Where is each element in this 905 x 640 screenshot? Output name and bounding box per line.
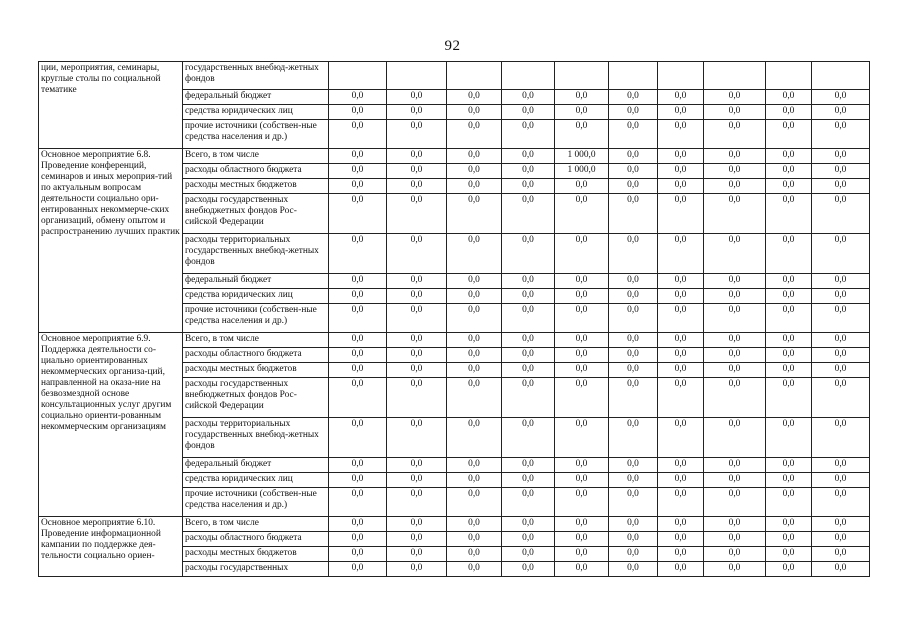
value-cell: 0,0 <box>502 348 555 363</box>
value-cell: 0,0 <box>609 234 658 274</box>
funding-source-cell: прочие источники (собствен-ные средства населения и др.) <box>183 120 329 149</box>
funding-source-cell: федеральный бюджет <box>183 90 329 105</box>
value-cell <box>609 62 658 90</box>
value-cell: 0,0 <box>387 517 447 532</box>
value-cell: 0,0 <box>502 120 555 149</box>
value-cell: 0,0 <box>502 418 555 458</box>
value-cell: 0,0 <box>812 234 870 274</box>
value-cell: 0,0 <box>387 179 447 194</box>
value-cell: 0,0 <box>812 517 870 532</box>
value-cell: 0,0 <box>704 105 766 120</box>
funding-source-cell: расходы местных бюджетов <box>183 547 329 562</box>
value-cell: 0,0 <box>609 120 658 149</box>
value-cell: 0,0 <box>555 289 609 304</box>
event-title-cell: Основное мероприятие 6.8. Проведение конференций, семинаров и иных мероприя-тий по актуальным вопросам деятельности социально ори-ентированных некоммерче-ских организаций, обмену опытом и распространению лучших практик <box>39 149 183 333</box>
value-cell: 0,0 <box>812 274 870 289</box>
value-cell: 0,0 <box>658 458 704 473</box>
value-cell: 0,0 <box>502 458 555 473</box>
value-cell: 0,0 <box>387 363 447 378</box>
value-cell: 0,0 <box>658 274 704 289</box>
funding-source-cell: расходы местных бюджетов <box>183 363 329 378</box>
value-cell: 0,0 <box>704 289 766 304</box>
value-cell: 0,0 <box>329 488 387 517</box>
value-cell: 0,0 <box>766 418 812 458</box>
value-cell: 1 000,0 <box>555 164 609 179</box>
value-cell: 0,0 <box>609 105 658 120</box>
value-cell <box>329 62 387 90</box>
value-cell: 0,0 <box>447 194 502 234</box>
value-cell: 0,0 <box>766 234 812 274</box>
value-cell: 0,0 <box>502 378 555 418</box>
value-cell: 0,0 <box>447 458 502 473</box>
value-cell: 0,0 <box>329 517 387 532</box>
value-cell: 0,0 <box>812 120 870 149</box>
value-cell: 0,0 <box>447 149 502 164</box>
value-cell: 0,0 <box>555 333 609 348</box>
value-cell: 0,0 <box>502 234 555 274</box>
value-cell: 0,0 <box>766 333 812 348</box>
value-cell: 0,0 <box>609 149 658 164</box>
value-cell: 0,0 <box>555 363 609 378</box>
value-cell: 0,0 <box>329 532 387 547</box>
value-cell: 0,0 <box>704 517 766 532</box>
value-cell: 0,0 <box>387 234 447 274</box>
value-cell: 0,0 <box>387 378 447 418</box>
value-cell: 0,0 <box>812 333 870 348</box>
value-cell: 0,0 <box>329 164 387 179</box>
value-cell: 0,0 <box>447 532 502 547</box>
value-cell: 0,0 <box>387 105 447 120</box>
value-cell: 0,0 <box>555 532 609 547</box>
value-cell: 0,0 <box>609 289 658 304</box>
value-cell: 0,0 <box>329 289 387 304</box>
value-cell: 0,0 <box>447 562 502 577</box>
value-cell <box>555 62 609 90</box>
funding-source-cell: расходы областного бюджета <box>183 164 329 179</box>
value-cell: 0,0 <box>658 179 704 194</box>
value-cell: 0,0 <box>329 547 387 562</box>
value-cell: 0,0 <box>658 164 704 179</box>
value-cell: 0,0 <box>704 532 766 547</box>
funding-source-cell: Всего, в том числе <box>183 517 329 532</box>
value-cell: 0,0 <box>609 90 658 105</box>
value-cell: 0,0 <box>555 179 609 194</box>
value-cell: 0,0 <box>704 120 766 149</box>
value-cell: 0,0 <box>658 418 704 458</box>
value-cell: 0,0 <box>658 517 704 532</box>
value-cell: 0,0 <box>658 289 704 304</box>
value-cell: 0,0 <box>812 418 870 458</box>
funding-source-cell: расходы государственных внебюджетных фондов Рос-сийской Федерации <box>183 194 329 234</box>
value-cell: 0,0 <box>329 120 387 149</box>
value-cell: 0,0 <box>704 179 766 194</box>
value-cell: 0,0 <box>766 517 812 532</box>
value-cell: 0,0 <box>387 562 447 577</box>
value-cell: 0,0 <box>812 363 870 378</box>
value-cell: 0,0 <box>609 348 658 363</box>
value-cell: 0,0 <box>812 289 870 304</box>
value-cell: 0,0 <box>447 363 502 378</box>
value-cell: 0,0 <box>658 304 704 333</box>
value-cell: 0,0 <box>812 547 870 562</box>
value-cell: 0,0 <box>387 289 447 304</box>
value-cell <box>812 62 870 90</box>
value-cell: 0,0 <box>766 274 812 289</box>
value-cell: 0,0 <box>704 90 766 105</box>
value-cell: 0,0 <box>609 274 658 289</box>
value-cell: 0,0 <box>609 333 658 348</box>
funding-source-cell: расходы территориальных государственных внебюд-жетных фондов <box>183 418 329 458</box>
value-cell: 0,0 <box>658 363 704 378</box>
value-cell: 0,0 <box>609 179 658 194</box>
value-cell: 0,0 <box>447 488 502 517</box>
value-cell: 0,0 <box>812 488 870 517</box>
value-cell: 0,0 <box>387 149 447 164</box>
value-cell: 0,0 <box>766 532 812 547</box>
value-cell: 0,0 <box>766 149 812 164</box>
value-cell: 0,0 <box>329 378 387 418</box>
value-cell: 0,0 <box>447 517 502 532</box>
value-cell: 0,0 <box>555 458 609 473</box>
value-cell: 0,0 <box>502 179 555 194</box>
value-cell: 0,0 <box>502 532 555 547</box>
funding-source-cell: расходы государственных <box>183 562 329 577</box>
value-cell: 0,0 <box>502 105 555 120</box>
value-cell: 0,0 <box>555 488 609 517</box>
value-cell: 0,0 <box>704 458 766 473</box>
value-cell: 0,0 <box>658 234 704 274</box>
value-cell: 0,0 <box>704 234 766 274</box>
value-cell: 0,0 <box>387 458 447 473</box>
funding-source-cell: средства юридических лиц <box>183 105 329 120</box>
value-cell: 0,0 <box>609 517 658 532</box>
value-cell <box>447 62 502 90</box>
value-cell <box>704 62 766 90</box>
value-cell: 0,0 <box>609 547 658 562</box>
value-cell: 0,0 <box>329 234 387 274</box>
funding-source-cell: расходы областного бюджета <box>183 532 329 547</box>
value-cell: 0,0 <box>658 348 704 363</box>
value-cell: 0,0 <box>387 532 447 547</box>
table-row <box>39 149 870 164</box>
value-cell: 0,0 <box>555 473 609 488</box>
value-cell: 0,0 <box>555 562 609 577</box>
value-cell <box>387 62 447 90</box>
value-cell: 0,0 <box>658 120 704 149</box>
value-cell: 0,0 <box>658 488 704 517</box>
value-cell: 0,0 <box>812 90 870 105</box>
value-cell: 0,0 <box>704 363 766 378</box>
value-cell: 0,0 <box>658 333 704 348</box>
value-cell: 0,0 <box>609 164 658 179</box>
value-cell: 0,0 <box>812 149 870 164</box>
value-cell: 0,0 <box>447 547 502 562</box>
table-row <box>39 333 870 348</box>
value-cell: 0,0 <box>704 194 766 234</box>
value-cell: 0,0 <box>812 304 870 333</box>
value-cell: 0,0 <box>387 304 447 333</box>
value-cell: 0,0 <box>447 274 502 289</box>
value-cell: 0,0 <box>447 179 502 194</box>
value-cell <box>766 62 812 90</box>
value-cell: 0,0 <box>812 532 870 547</box>
value-cell: 0,0 <box>502 90 555 105</box>
value-cell: 0,0 <box>766 562 812 577</box>
value-cell: 0,0 <box>658 105 704 120</box>
value-cell: 0,0 <box>704 149 766 164</box>
value-cell: 0,0 <box>329 418 387 458</box>
value-cell: 0,0 <box>387 90 447 105</box>
funding-source-cell: средства юридических лиц <box>183 289 329 304</box>
value-cell: 0,0 <box>812 348 870 363</box>
page-number: 92 <box>444 38 461 54</box>
value-cell: 0,0 <box>658 194 704 234</box>
table-row <box>39 517 870 532</box>
value-cell: 0,0 <box>387 473 447 488</box>
value-cell: 0,0 <box>555 274 609 289</box>
value-cell: 0,0 <box>447 90 502 105</box>
value-cell: 0,0 <box>609 194 658 234</box>
event-title-cell: Основное мероприятие 6.9. Поддержка деятельности со-циально ориентированных некоммерческих организа-ций, направленной на оказа-ние на безвозмездной основе консультационных услуг другим социально ориенти-рованным некоммерческим организациям <box>39 333 183 517</box>
value-cell: 0,0 <box>387 194 447 234</box>
value-cell: 0,0 <box>447 348 502 363</box>
value-cell: 0,0 <box>502 194 555 234</box>
value-cell: 0,0 <box>704 547 766 562</box>
value-cell: 0,0 <box>329 90 387 105</box>
value-cell: 0,0 <box>329 562 387 577</box>
budget-table <box>38 61 870 577</box>
value-cell: 0,0 <box>329 149 387 164</box>
event-title-cell: ции, мероприятия, семинары, круглые столы по социальной тематике <box>39 62 183 149</box>
value-cell: 0,0 <box>704 348 766 363</box>
value-cell: 0,0 <box>502 517 555 532</box>
value-cell: 0,0 <box>766 164 812 179</box>
value-cell: 0,0 <box>812 105 870 120</box>
value-cell: 0,0 <box>447 304 502 333</box>
value-cell: 0,0 <box>555 418 609 458</box>
value-cell: 0,0 <box>766 289 812 304</box>
value-cell: 0,0 <box>447 333 502 348</box>
value-cell: 0,0 <box>502 562 555 577</box>
funding-source-cell: расходы государственных внебюджетных фондов Рос-сийской Федерации <box>183 378 329 418</box>
value-cell: 0,0 <box>609 363 658 378</box>
value-cell: 0,0 <box>812 179 870 194</box>
value-cell: 0,0 <box>555 378 609 418</box>
value-cell: 0,0 <box>766 120 812 149</box>
value-cell: 0,0 <box>704 274 766 289</box>
value-cell: 0,0 <box>502 289 555 304</box>
value-cell: 0,0 <box>766 473 812 488</box>
value-cell: 0,0 <box>502 473 555 488</box>
value-cell: 0,0 <box>812 378 870 418</box>
value-cell: 0,0 <box>447 120 502 149</box>
value-cell: 0,0 <box>609 418 658 458</box>
value-cell: 0,0 <box>447 164 502 179</box>
funding-source-cell: Всего, в том числе <box>183 333 329 348</box>
value-cell: 0,0 <box>502 304 555 333</box>
value-cell: 0,0 <box>447 289 502 304</box>
value-cell: 0,0 <box>766 488 812 517</box>
value-cell: 0,0 <box>387 418 447 458</box>
value-cell: 0,0 <box>329 304 387 333</box>
value-cell: 0,0 <box>766 348 812 363</box>
value-cell: 0,0 <box>609 473 658 488</box>
value-cell: 0,0 <box>609 488 658 517</box>
value-cell: 0,0 <box>555 194 609 234</box>
value-cell: 0,0 <box>329 194 387 234</box>
value-cell: 0,0 <box>766 458 812 473</box>
value-cell: 0,0 <box>502 488 555 517</box>
value-cell: 0,0 <box>766 304 812 333</box>
value-cell: 0,0 <box>658 149 704 164</box>
value-cell: 0,0 <box>812 473 870 488</box>
value-cell: 0,0 <box>387 164 447 179</box>
value-cell: 0,0 <box>555 517 609 532</box>
value-cell: 0,0 <box>502 547 555 562</box>
value-cell: 0,0 <box>555 120 609 149</box>
funding-source-cell: расходы областного бюджета <box>183 348 329 363</box>
value-cell: 0,0 <box>502 333 555 348</box>
value-cell: 0,0 <box>704 488 766 517</box>
value-cell: 0,0 <box>329 348 387 363</box>
funding-source-cell: прочие источники (собствен-ные средства населения и др.) <box>183 488 329 517</box>
value-cell: 0,0 <box>502 363 555 378</box>
funding-source-cell: федеральный бюджет <box>183 274 329 289</box>
value-cell: 0,0 <box>704 304 766 333</box>
value-cell: 0,0 <box>658 547 704 562</box>
value-cell: 0,0 <box>704 164 766 179</box>
value-cell: 0,0 <box>387 333 447 348</box>
value-cell: 0,0 <box>447 473 502 488</box>
value-cell: 0,0 <box>766 194 812 234</box>
value-cell: 0,0 <box>704 378 766 418</box>
value-cell: 0,0 <box>555 348 609 363</box>
funding-source-cell: расходы местных бюджетов <box>183 179 329 194</box>
value-cell: 0,0 <box>658 90 704 105</box>
event-title-cell: Основное мероприятие 6.10. Проведение информационной кампании по поддержке дея-тельности социально ориен- <box>39 517 183 577</box>
value-cell: 0,0 <box>387 348 447 363</box>
value-cell: 0,0 <box>502 274 555 289</box>
funding-source-cell: федеральный бюджет <box>183 458 329 473</box>
value-cell: 0,0 <box>704 562 766 577</box>
value-cell: 0,0 <box>387 488 447 517</box>
value-cell: 0,0 <box>766 105 812 120</box>
value-cell: 0,0 <box>329 473 387 488</box>
value-cell: 0,0 <box>555 234 609 274</box>
value-cell: 0,0 <box>447 378 502 418</box>
funding-source-cell: расходы территориальных государственных внебюд-жетных фондов <box>183 234 329 274</box>
value-cell: 0,0 <box>812 458 870 473</box>
value-cell: 0,0 <box>502 149 555 164</box>
value-cell: 0,0 <box>609 532 658 547</box>
funding-source-cell: государственных внебюд-жетных фондов <box>183 62 329 90</box>
value-cell: 1 000,0 <box>555 149 609 164</box>
value-cell: 0,0 <box>555 90 609 105</box>
value-cell: 0,0 <box>329 458 387 473</box>
value-cell: 0,0 <box>812 164 870 179</box>
value-cell: 0,0 <box>609 304 658 333</box>
value-cell: 0,0 <box>555 304 609 333</box>
value-cell: 0,0 <box>704 418 766 458</box>
value-cell: 0,0 <box>766 378 812 418</box>
value-cell: 0,0 <box>329 363 387 378</box>
value-cell: 0,0 <box>609 458 658 473</box>
value-cell: 0,0 <box>329 105 387 120</box>
value-cell: 0,0 <box>766 363 812 378</box>
value-cell: 0,0 <box>447 105 502 120</box>
value-cell: 0,0 <box>766 547 812 562</box>
value-cell: 0,0 <box>766 90 812 105</box>
value-cell: 0,0 <box>387 274 447 289</box>
value-cell: 0,0 <box>555 105 609 120</box>
funding-source-cell: прочие источники (собствен-ные средства населения и др.) <box>183 304 329 333</box>
funding-source-cell: средства юридических лиц <box>183 473 329 488</box>
funding-source-cell: Всего, в том числе <box>183 149 329 164</box>
value-cell: 0,0 <box>502 164 555 179</box>
value-cell: 0,0 <box>609 378 658 418</box>
value-cell: 0,0 <box>704 333 766 348</box>
value-cell: 0,0 <box>387 547 447 562</box>
value-cell: 0,0 <box>555 547 609 562</box>
value-cell: 0,0 <box>658 378 704 418</box>
value-cell: 0,0 <box>658 562 704 577</box>
value-cell: 0,0 <box>329 274 387 289</box>
value-cell: 0,0 <box>704 473 766 488</box>
value-cell: 0,0 <box>329 179 387 194</box>
value-cell: 0,0 <box>658 473 704 488</box>
value-cell: 0,0 <box>387 120 447 149</box>
value-cell: 0,0 <box>812 194 870 234</box>
value-cell: 0,0 <box>329 333 387 348</box>
value-cell <box>502 62 555 90</box>
table-row <box>39 62 870 90</box>
value-cell: 0,0 <box>766 179 812 194</box>
value-cell: 0,0 <box>658 532 704 547</box>
value-cell: 0,0 <box>609 562 658 577</box>
value-cell: 0,0 <box>447 418 502 458</box>
value-cell: 0,0 <box>812 562 870 577</box>
value-cell <box>658 62 704 90</box>
value-cell: 0,0 <box>447 234 502 274</box>
